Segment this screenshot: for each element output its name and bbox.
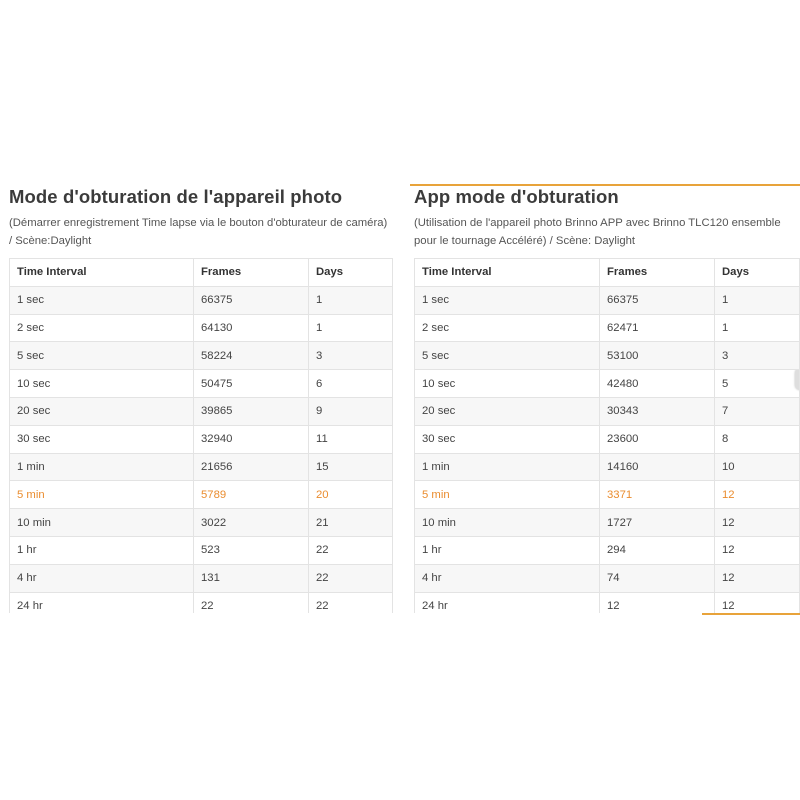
table-row [10,481,393,509]
app-shutter-panel [414,186,800,613]
cell-days: 3 [309,342,393,370]
cell-days: 1 [715,286,800,314]
table-header-row [415,259,800,287]
cell-time-interval: 10 sec [10,370,194,398]
table-row [415,509,800,537]
table-row [10,342,393,370]
table-header-row [10,259,393,287]
cell-days: 22 [309,592,393,613]
table-row [415,397,800,425]
column-header-days: Days [715,259,800,287]
cell-days: 12 [715,592,800,613]
table-row [415,564,800,592]
table-body [10,286,393,613]
table-row [415,536,800,564]
panel-subtitle: (Utilisation de l'appareil photo Brinno APP avec Brinno TLC120 ensemble pour le tournage Accéléré) / Scène: Daylight [414,217,781,247]
cell-frames: 42480 [600,370,715,398]
cell-frames: 294 [600,536,715,564]
table-row [415,370,800,398]
cell-time-interval: 5 sec [415,342,600,370]
table-row [10,536,393,564]
table-body [415,286,800,613]
cell-frames: 23600 [600,425,715,453]
cell-time-interval: 10 min [10,509,194,537]
cell-time-interval: 1 min [10,453,194,481]
cell-time-interval: 30 sec [10,425,194,453]
cell-time-interval: 1 hr [10,536,194,564]
cell-days: 1 [309,286,393,314]
cell-time-interval: 5 min [10,481,194,509]
cell-days: 10 [715,453,800,481]
cell-time-interval: 30 sec [415,425,600,453]
cell-frames: 21656 [194,453,309,481]
cell-frames: 53100 [600,342,715,370]
column-header-time-interval: Time Interval [415,259,600,287]
cell-days: 11 [309,425,393,453]
cell-frames: 1727 [600,509,715,537]
cell-days: 8 [715,425,800,453]
table-row [415,425,800,453]
cell-time-interval: 2 sec [10,314,194,342]
cell-frames: 66375 [194,286,309,314]
cell-days: 6 [309,370,393,398]
column-header-frames: Frames [194,259,309,287]
cell-time-interval: 1 sec [10,286,194,314]
cell-days: 12 [715,564,800,592]
camera-shutter-panel [9,186,393,613]
table-row [415,592,800,613]
cell-time-interval: 10 sec [415,370,600,398]
cell-frames: 3022 [194,509,309,537]
table-row [415,314,800,342]
cell-days: 1 [715,314,800,342]
table-row [10,314,393,342]
cell-time-interval: 1 sec [415,286,600,314]
table-row [415,453,800,481]
cell-days: 22 [309,536,393,564]
panel-subtitle: (Démarrer enregistrement Time lapse via le bouton d'obturateur de caméra) / Scène:Daylight [9,217,388,247]
cell-time-interval: 1 min [415,453,600,481]
table-row [415,342,800,370]
accent-divider-bottom [702,613,800,615]
cell-days: 15 [309,453,393,481]
cell-time-interval: 4 hr [10,564,194,592]
cell-time-interval: 1 hr [415,536,600,564]
cell-frames: 50475 [194,370,309,398]
cell-days: 3 [715,342,800,370]
cell-frames: 5789 [194,481,309,509]
cell-frames: 39865 [194,397,309,425]
cell-time-interval: 5 min [415,481,600,509]
cell-time-interval: 20 sec [415,397,600,425]
table-row [10,397,393,425]
cell-frames: 58224 [194,342,309,370]
cell-days: 12 [715,536,800,564]
cell-frames: 12 [600,592,715,613]
panel-title: Mode d'obturation de l'appareil photo [9,186,343,207]
cell-frames: 523 [194,536,309,564]
cell-time-interval: 24 hr [415,592,600,613]
cell-days: 22 [309,564,393,592]
column-header-frames: Frames [600,259,715,287]
column-header-time-interval: Time Interval [10,259,194,287]
cell-days: 21 [309,509,393,537]
table-row [415,481,800,509]
cell-time-interval: 10 min [415,509,600,537]
cell-frames: 131 [194,564,309,592]
cell-time-interval: 4 hr [415,564,600,592]
table-row [10,453,393,481]
table-row [415,286,800,314]
cell-frames: 64130 [194,314,309,342]
table-row [10,564,393,592]
cell-time-interval: 5 sec [10,342,194,370]
cell-days: 7 [715,397,800,425]
cell-days: 5 [715,370,800,398]
interval-table [414,258,800,613]
cell-days: 9 [309,397,393,425]
interval-table [9,258,393,613]
panel-title: App mode d'obturation [414,186,619,207]
cell-time-interval: 2 sec [415,314,600,342]
cell-days: 20 [309,481,393,509]
cell-frames: 22 [194,592,309,613]
column-header-days: Days [309,259,393,287]
cell-time-interval: 20 sec [10,397,194,425]
cell-days: 1 [309,314,393,342]
cell-days: 12 [715,509,800,537]
table-row [10,370,393,398]
cell-time-interval: 24 hr [10,592,194,613]
cell-frames: 32940 [194,425,309,453]
table-row [10,509,393,537]
cell-frames: 74 [600,564,715,592]
cell-frames: 66375 [600,286,715,314]
cell-frames: 3371 [600,481,715,509]
cell-days: 12 [715,481,800,509]
table-row [10,592,393,613]
table-row [10,425,393,453]
table-row [10,286,393,314]
cell-frames: 30343 [600,397,715,425]
cell-frames: 62471 [600,314,715,342]
cell-frames: 14160 [600,453,715,481]
